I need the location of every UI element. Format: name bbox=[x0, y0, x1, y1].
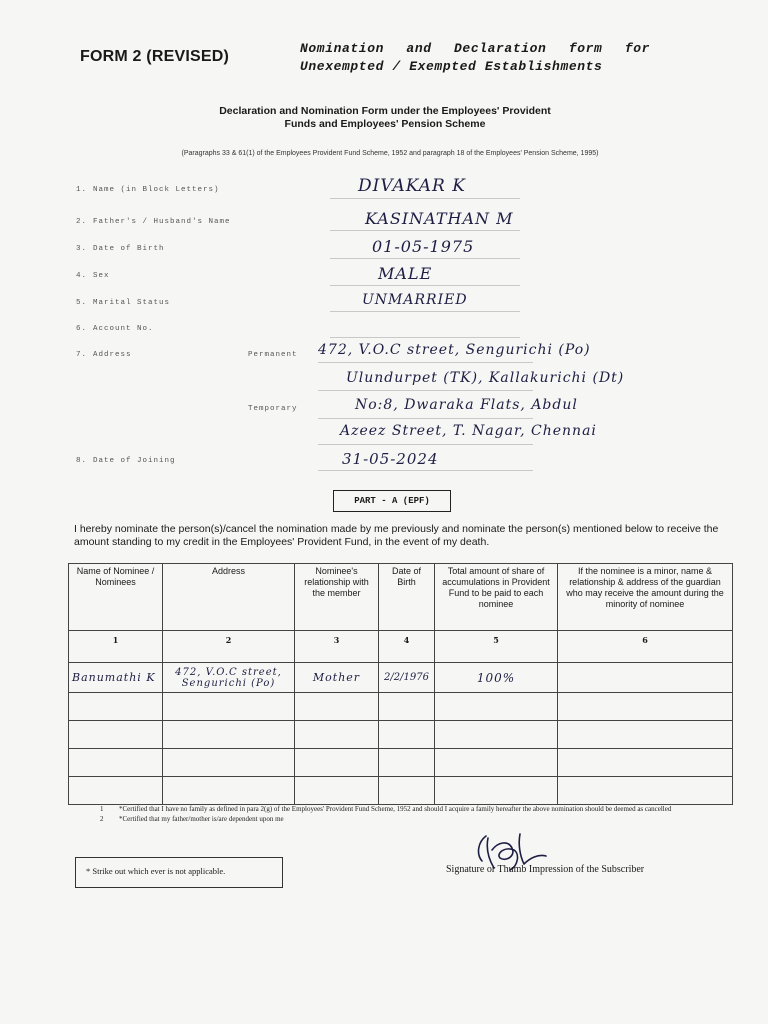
field-label-text: Marital Status bbox=[93, 299, 171, 307]
empty-cell[interactable] bbox=[295, 693, 379, 721]
field-joining-value[interactable]: 31-05-2024 bbox=[342, 450, 439, 468]
column-header: Total amount of share of accumulations in Provident Fund to be paid to each nominee bbox=[435, 564, 558, 631]
nominee-table bbox=[68, 563, 733, 805]
field-number: 1. bbox=[76, 186, 88, 194]
field-number: 2. bbox=[76, 218, 88, 226]
form-title bbox=[150, 105, 620, 131]
form-title-line2: Funds and Employees' Pension Scheme bbox=[284, 118, 486, 130]
field-underline bbox=[318, 362, 533, 363]
field-label-text: Date of Joining bbox=[93, 457, 176, 465]
table-row bbox=[69, 693, 733, 721]
table-row bbox=[69, 721, 733, 749]
empty-cell[interactable] bbox=[558, 777, 733, 805]
field-underline bbox=[318, 444, 533, 445]
nominee-address-line2: Sengurichi (Po) bbox=[181, 677, 276, 689]
field-name-value[interactable]: DIVAKAR K bbox=[358, 176, 466, 196]
empty-cell[interactable] bbox=[69, 777, 163, 805]
address-permanent-label: Permanent bbox=[248, 351, 298, 359]
empty-cell[interactable] bbox=[295, 721, 379, 749]
empty-cell[interactable] bbox=[295, 749, 379, 777]
empty-cell[interactable] bbox=[435, 693, 558, 721]
form-heading-line2: Unexempted / Exempted Establishments bbox=[300, 59, 603, 74]
empty-cell[interactable] bbox=[295, 777, 379, 805]
field-underline bbox=[318, 390, 533, 391]
empty-cell[interactable] bbox=[379, 693, 435, 721]
nominee-guardian-cell[interactable] bbox=[558, 663, 733, 693]
nomination-statement: I hereby nominate the person(s)/cancel the nomination made by me previously and nominate the person(s) mentioned below to receive the amount standing to my credit in the Employees' Provident Fund, in the event of my death. bbox=[74, 523, 719, 548]
field-account-label bbox=[76, 325, 154, 333]
note-text: *Certified that my father/mother is/are dependent upon me bbox=[119, 814, 284, 823]
field-marital-label bbox=[76, 299, 170, 307]
field-underline bbox=[330, 198, 520, 199]
field-address-label bbox=[76, 351, 132, 359]
empty-cell[interactable] bbox=[69, 693, 163, 721]
note-item bbox=[100, 815, 700, 825]
empty-cell[interactable] bbox=[558, 749, 733, 777]
empty-cell[interactable] bbox=[69, 749, 163, 777]
address-permanent-line1[interactable]: 472, V.O.C street, Sengurichi (Po) bbox=[318, 342, 591, 358]
field-joining-label bbox=[76, 457, 176, 465]
empty-cell[interactable] bbox=[435, 777, 558, 805]
field-father-value[interactable]: KASINATHAN M bbox=[365, 209, 514, 228]
table-row bbox=[69, 663, 733, 693]
field-number: 3. bbox=[76, 245, 88, 253]
field-underline bbox=[318, 470, 533, 471]
field-label-text: Name (in Block Letters) bbox=[93, 186, 220, 194]
empty-cell[interactable] bbox=[163, 777, 295, 805]
field-number: 5. bbox=[76, 299, 88, 307]
field-label-text: Father's / Husband's Name bbox=[93, 218, 231, 226]
empty-cell[interactable] bbox=[435, 749, 558, 777]
empty-cell[interactable] bbox=[379, 777, 435, 805]
field-number: 6. bbox=[76, 325, 88, 333]
field-number: 8. bbox=[76, 457, 88, 465]
field-label-text: Sex bbox=[93, 272, 110, 280]
column-header: If the nominee is a minor, name & relationship & address of the guardian who may receive the amount during the minority of nominee bbox=[558, 564, 733, 631]
form-number: FORM 2 (REVISED) bbox=[80, 48, 229, 65]
field-dob-value[interactable]: 01-05-1975 bbox=[372, 237, 475, 256]
field-underline bbox=[330, 230, 520, 231]
column-header: Name of Nominee / Nominees bbox=[69, 564, 163, 631]
field-underline bbox=[330, 285, 520, 286]
paragraph-reference: (Paragraphs 33 & 61(1) of the Employees Provident Fund Scheme, 1952 and paragraph 18 of the Employees' Pension Scheme, 1995) bbox=[181, 150, 599, 157]
empty-cell[interactable] bbox=[163, 749, 295, 777]
address-temporary-label: Temporary bbox=[248, 405, 298, 413]
field-marital-value[interactable]: UNMARRIED bbox=[362, 292, 468, 308]
empty-cell[interactable] bbox=[379, 749, 435, 777]
form-title-line1: Declaration and Nomination Form under the Employees' Provident bbox=[219, 105, 551, 117]
strike-out-note: * Strike out which ever is not applicable. bbox=[75, 857, 283, 888]
field-label-text: Date of Birth bbox=[93, 245, 165, 253]
table-row bbox=[69, 749, 733, 777]
address-permanent-line2[interactable]: Ulundurpet (TK), Kallakurichi (Dt) bbox=[346, 370, 625, 386]
empty-cell[interactable] bbox=[435, 721, 558, 749]
nominee-name-cell[interactable]: Banumathi K bbox=[69, 663, 163, 693]
field-sex-value[interactable]: MALE bbox=[378, 264, 433, 283]
column-header: Date of Birth bbox=[379, 564, 435, 631]
part-a-label: PART - A (EPF) bbox=[333, 490, 451, 512]
column-number: 3 bbox=[295, 631, 379, 663]
certification-notes bbox=[100, 805, 700, 824]
field-underline bbox=[330, 337, 520, 338]
nominee-address-line1: 472, V.O.C street, bbox=[175, 666, 282, 678]
form-heading bbox=[300, 40, 720, 76]
field-underline bbox=[318, 418, 533, 419]
column-header: Nominee's relationship with the member bbox=[295, 564, 379, 631]
empty-cell[interactable] bbox=[558, 693, 733, 721]
nominee-share-cell[interactable]: 100% bbox=[435, 663, 558, 693]
empty-cell[interactable] bbox=[379, 721, 435, 749]
form-heading-line1: Nomination and Declaration form for bbox=[300, 41, 651, 56]
field-name-label bbox=[76, 186, 220, 194]
nominee-dob-cell[interactable]: 2/2/1976 bbox=[379, 663, 435, 693]
address-temporary-line2[interactable]: Azeez Street, T. Nagar, Chennai bbox=[340, 423, 597, 439]
field-underline bbox=[330, 258, 520, 259]
note-text: *Certified that I have no family as defined in para 2(g) of the Employees' Provident Fund Scheme, 1952 and should I acquire a family hereafter the above nomination should be deemed as cancelled bbox=[119, 805, 672, 813]
empty-cell[interactable] bbox=[69, 721, 163, 749]
note-number: 1 bbox=[100, 805, 104, 813]
signature-label: Signature or Thumb Impression of the Subscriber bbox=[446, 864, 645, 875]
empty-cell[interactable] bbox=[163, 721, 295, 749]
empty-cell[interactable] bbox=[163, 693, 295, 721]
column-header: Address bbox=[163, 564, 295, 631]
field-father-label bbox=[76, 218, 231, 226]
field-sex-label bbox=[76, 272, 110, 280]
column-number: 2 bbox=[163, 631, 295, 663]
field-number: 7. bbox=[76, 351, 88, 359]
nominee-relationship-cell[interactable]: Mother bbox=[295, 663, 379, 693]
column-number: 4 bbox=[379, 631, 435, 663]
empty-cell[interactable] bbox=[558, 721, 733, 749]
column-number: 6 bbox=[558, 631, 733, 663]
note-item bbox=[100, 805, 700, 815]
field-label-text: Account No. bbox=[93, 325, 154, 333]
table-header-row bbox=[69, 564, 733, 631]
column-number: 5 bbox=[435, 631, 558, 663]
nominee-address-cell[interactable] bbox=[163, 663, 295, 693]
field-underline bbox=[330, 311, 520, 312]
field-number: 4. bbox=[76, 272, 88, 280]
table-row bbox=[69, 777, 733, 805]
field-dob-label bbox=[76, 245, 165, 253]
note-number: 2 bbox=[100, 814, 104, 823]
column-number-row bbox=[69, 631, 733, 663]
address-temporary-line1[interactable]: No:8, Dwaraka Flats, Abdul bbox=[355, 397, 578, 413]
column-number: 1 bbox=[69, 631, 163, 663]
field-label-text: Address bbox=[93, 351, 132, 359]
